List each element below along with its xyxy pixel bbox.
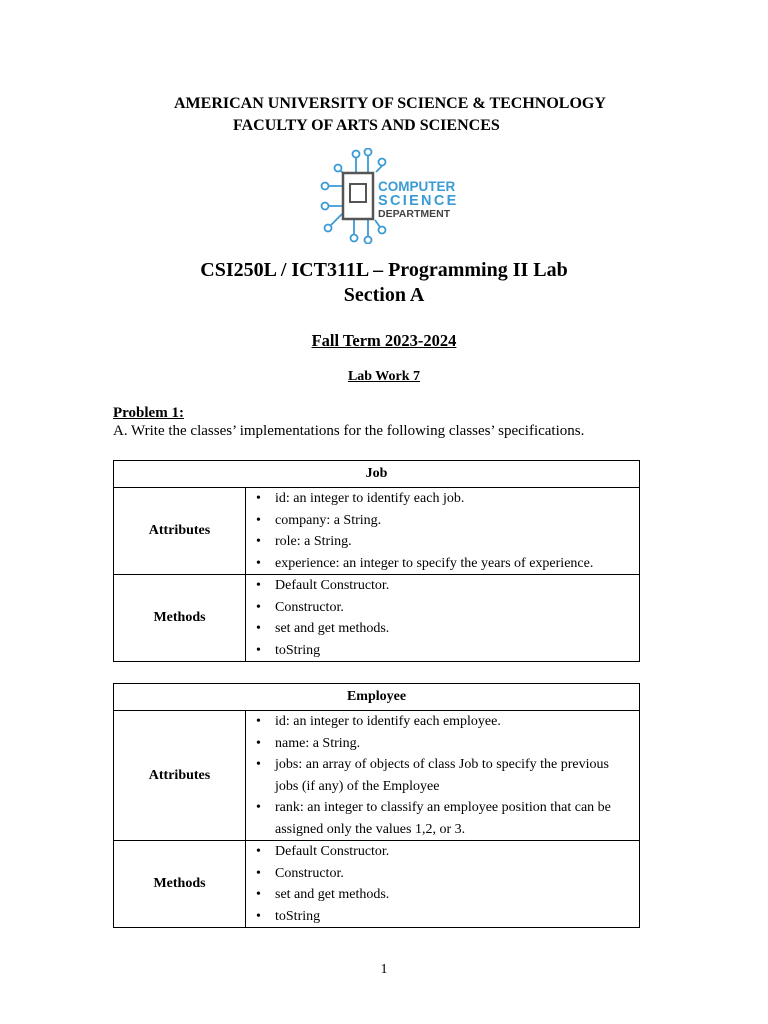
list-item: • toString bbox=[256, 908, 321, 924]
problem-instruction: A. Write the classes’ implementations for the following classes’ specifications. bbox=[113, 423, 585, 439]
table-title: Employee bbox=[114, 684, 640, 711]
methods-cell bbox=[246, 841, 640, 928]
table-title: Job bbox=[114, 461, 640, 488]
list-item: • id: an integer to identify each job. bbox=[256, 491, 465, 506]
methods-list bbox=[246, 575, 639, 661]
job-spec-table bbox=[113, 460, 640, 662]
list-item: • Constructor. bbox=[256, 865, 344, 881]
course-section: Section A bbox=[343, 284, 425, 306]
list-item: • rank: an integer to classify an employee position that can be assigned only the values 1,2, or 3. bbox=[256, 800, 611, 837]
term-heading: Fall Term 2023-2024 bbox=[311, 331, 457, 350]
employee-spec-table bbox=[113, 683, 640, 928]
list-item: • set and get methods. bbox=[256, 621, 390, 636]
list-item: • Default Constructor. bbox=[256, 844, 390, 859]
list-item: • Default Constructor. bbox=[256, 578, 390, 593]
list-item: • company: a String. bbox=[256, 512, 382, 528]
list-item: • toString bbox=[256, 642, 321, 658]
list-item: • role: a String. bbox=[256, 534, 352, 549]
methods-cell bbox=[246, 575, 640, 662]
list-item: • set and get methods. bbox=[256, 887, 390, 902]
attributes-label: Attributes bbox=[114, 711, 246, 841]
cs-department-logo bbox=[310, 148, 470, 244]
university-name: AMERICAN UNIVERSITY OF SCIENCE & TECHNOLOGY bbox=[174, 95, 606, 112]
attributes-list bbox=[246, 488, 639, 574]
list-item: • jobs: an array of objects of class Job to specify the previous jobs (if any) of the Employee bbox=[256, 757, 609, 794]
methods-list bbox=[246, 841, 639, 927]
logo-line-2: SCIENCE bbox=[378, 193, 459, 209]
logo-line-3: DEPARTMENT bbox=[378, 208, 451, 220]
attributes-cell bbox=[246, 711, 640, 841]
course-title: CSI250L / ICT311L – Programming II Lab bbox=[200, 259, 568, 281]
list-item: • name: a String. bbox=[256, 735, 361, 751]
methods-label: Methods bbox=[114, 841, 246, 928]
faculty-name: FACULTY OF ARTS AND SCIENCES bbox=[233, 117, 500, 134]
attributes-cell bbox=[246, 488, 640, 575]
lab-work-heading: Lab Work 7 bbox=[347, 369, 421, 384]
list-item: • id: an integer to identify each employee. bbox=[256, 714, 501, 729]
list-item: • Constructor. bbox=[256, 599, 344, 615]
logo-line-1: COMPUTER bbox=[378, 179, 456, 194]
list-item: • experience: an integer to specify the years of experience. bbox=[256, 555, 594, 571]
attributes-list bbox=[246, 711, 639, 840]
page-number: 1 bbox=[380, 962, 388, 977]
problem-heading: Problem 1: bbox=[113, 405, 184, 421]
attributes-label: Attributes bbox=[114, 488, 246, 575]
methods-label: Methods bbox=[114, 575, 246, 662]
